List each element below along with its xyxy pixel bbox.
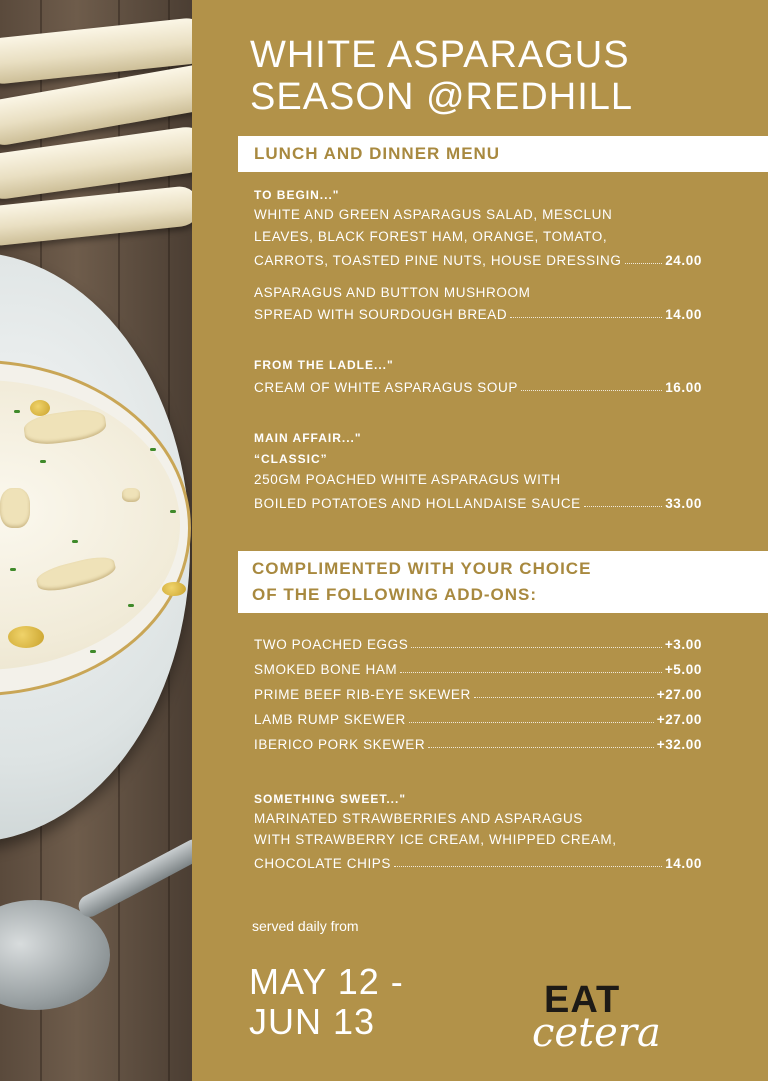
item-name: CREAM OF WHITE ASPARAGUS SOUP <box>254 380 518 395</box>
addon-price: +32.00 <box>656 737 702 752</box>
menu-item-row <box>254 377 702 395</box>
item-price: 33.00 <box>665 496 702 511</box>
date-range <box>249 962 404 1042</box>
leader-dots <box>510 317 662 318</box>
chive <box>170 510 176 513</box>
chive <box>90 650 96 653</box>
menu-line: WITH STRAWBERRY ICE CREAM, WHIPPED CREAM, <box>254 832 617 847</box>
leader-dots <box>411 647 661 648</box>
menu-item-row <box>254 250 702 268</box>
item-name: BOILED POTATOES AND HOLLANDAISE SAUCE <box>254 496 581 511</box>
addon-price: +27.00 <box>656 712 702 727</box>
addon-row <box>254 659 702 677</box>
chive <box>40 460 46 463</box>
leader-dots <box>474 697 654 698</box>
chive <box>150 448 156 451</box>
addon-row <box>254 634 702 652</box>
leader-dots <box>428 747 654 748</box>
leader-dots <box>394 866 662 867</box>
addon-price: +27.00 <box>656 687 702 702</box>
item-price: 14.00 <box>665 856 702 871</box>
section-subheading: “CLASSIC” <box>254 452 328 466</box>
addon-row <box>254 684 702 702</box>
leader-dots <box>584 506 662 507</box>
oil-drop <box>162 582 186 596</box>
menu-item-row <box>254 853 702 871</box>
band-label: COMPLIMENTED WITH YOUR CHOICE <box>252 559 592 578</box>
title-line: WHITE ASPARAGUS <box>250 34 630 76</box>
chive <box>128 604 134 607</box>
chive <box>14 410 20 413</box>
item-price: 14.00 <box>665 307 702 322</box>
addon-row <box>254 734 702 752</box>
addon-name: LAMB RUMP SKEWER <box>254 712 406 727</box>
addon-price: +5.00 <box>664 662 702 677</box>
section-band <box>238 136 768 172</box>
band-label: OF THE FOLLOWING ADD-ONS: <box>252 585 538 604</box>
item-name: CARROTS, TOASTED PINE NUTS, HOUSE DRESSING <box>254 253 622 268</box>
menu-line: 250GM POACHED WHITE ASPARAGUS WITH <box>254 472 561 487</box>
menu-title <box>250 34 633 118</box>
section-heading: SOMETHING SWEET..." <box>254 792 407 806</box>
menu-line: MARINATED STRAWBERRIES AND ASPARAGUS <box>254 811 583 826</box>
oil-drop <box>8 626 44 648</box>
date-end: JUN 13 <box>249 1001 376 1042</box>
chive <box>72 540 78 543</box>
section-heading: MAIN AFFAIR..." <box>254 431 362 445</box>
menu-line: WHITE AND GREEN ASPARAGUS SALAD, MESCLUN <box>254 207 613 222</box>
asparagus-piece <box>122 488 140 502</box>
food-photo <box>0 0 192 1081</box>
addon-name: PRIME BEEF RIB-EYE SKEWER <box>254 687 471 702</box>
menu-panel <box>192 0 768 1081</box>
spoon <box>0 900 110 1010</box>
oil-drop <box>30 400 50 416</box>
eatcetera-logo <box>532 968 732 1058</box>
logo-eat: EAT <box>544 979 621 1021</box>
band-label: LUNCH AND DINNER MENU <box>254 144 501 163</box>
leader-dots <box>625 263 663 264</box>
section-heading: FROM THE LADLE..." <box>254 358 394 372</box>
menu-line: LEAVES, BLACK FOREST HAM, ORANGE, TOMATO, <box>254 229 608 244</box>
served-label: served daily from <box>252 918 359 934</box>
menu-item-row <box>254 493 702 511</box>
leader-dots <box>409 722 654 723</box>
addon-name: IBERICO PORK SKEWER <box>254 737 426 752</box>
asparagus-piece <box>0 488 30 528</box>
addon-price: +3.00 <box>664 637 702 652</box>
addons-band <box>238 551 768 613</box>
item-price: 16.00 <box>665 380 702 395</box>
addon-name: TWO POACHED EGGS <box>254 637 409 652</box>
leader-dots <box>521 390 662 391</box>
item-name: SPREAD WITH SOURDOUGH BREAD <box>254 307 508 322</box>
item-price: 24.00 <box>665 253 702 268</box>
title-line: SEASON @REDHILL <box>250 76 634 118</box>
date-start: MAY 12 - <box>249 961 404 1002</box>
spoon-handle <box>75 836 192 921</box>
menu-item-row <box>254 304 702 322</box>
addon-row <box>254 709 702 727</box>
item-name: CHOCOLATE CHIPS <box>254 856 392 871</box>
menu-line: ASPARAGUS AND BUTTON MUSHROOM <box>254 285 531 300</box>
leader-dots <box>400 672 662 673</box>
chive <box>10 568 16 571</box>
logo-script: cetera <box>532 1010 661 1056</box>
addon-name: SMOKED BONE HAM <box>254 662 398 677</box>
section-heading: TO BEGIN..." <box>254 188 340 202</box>
